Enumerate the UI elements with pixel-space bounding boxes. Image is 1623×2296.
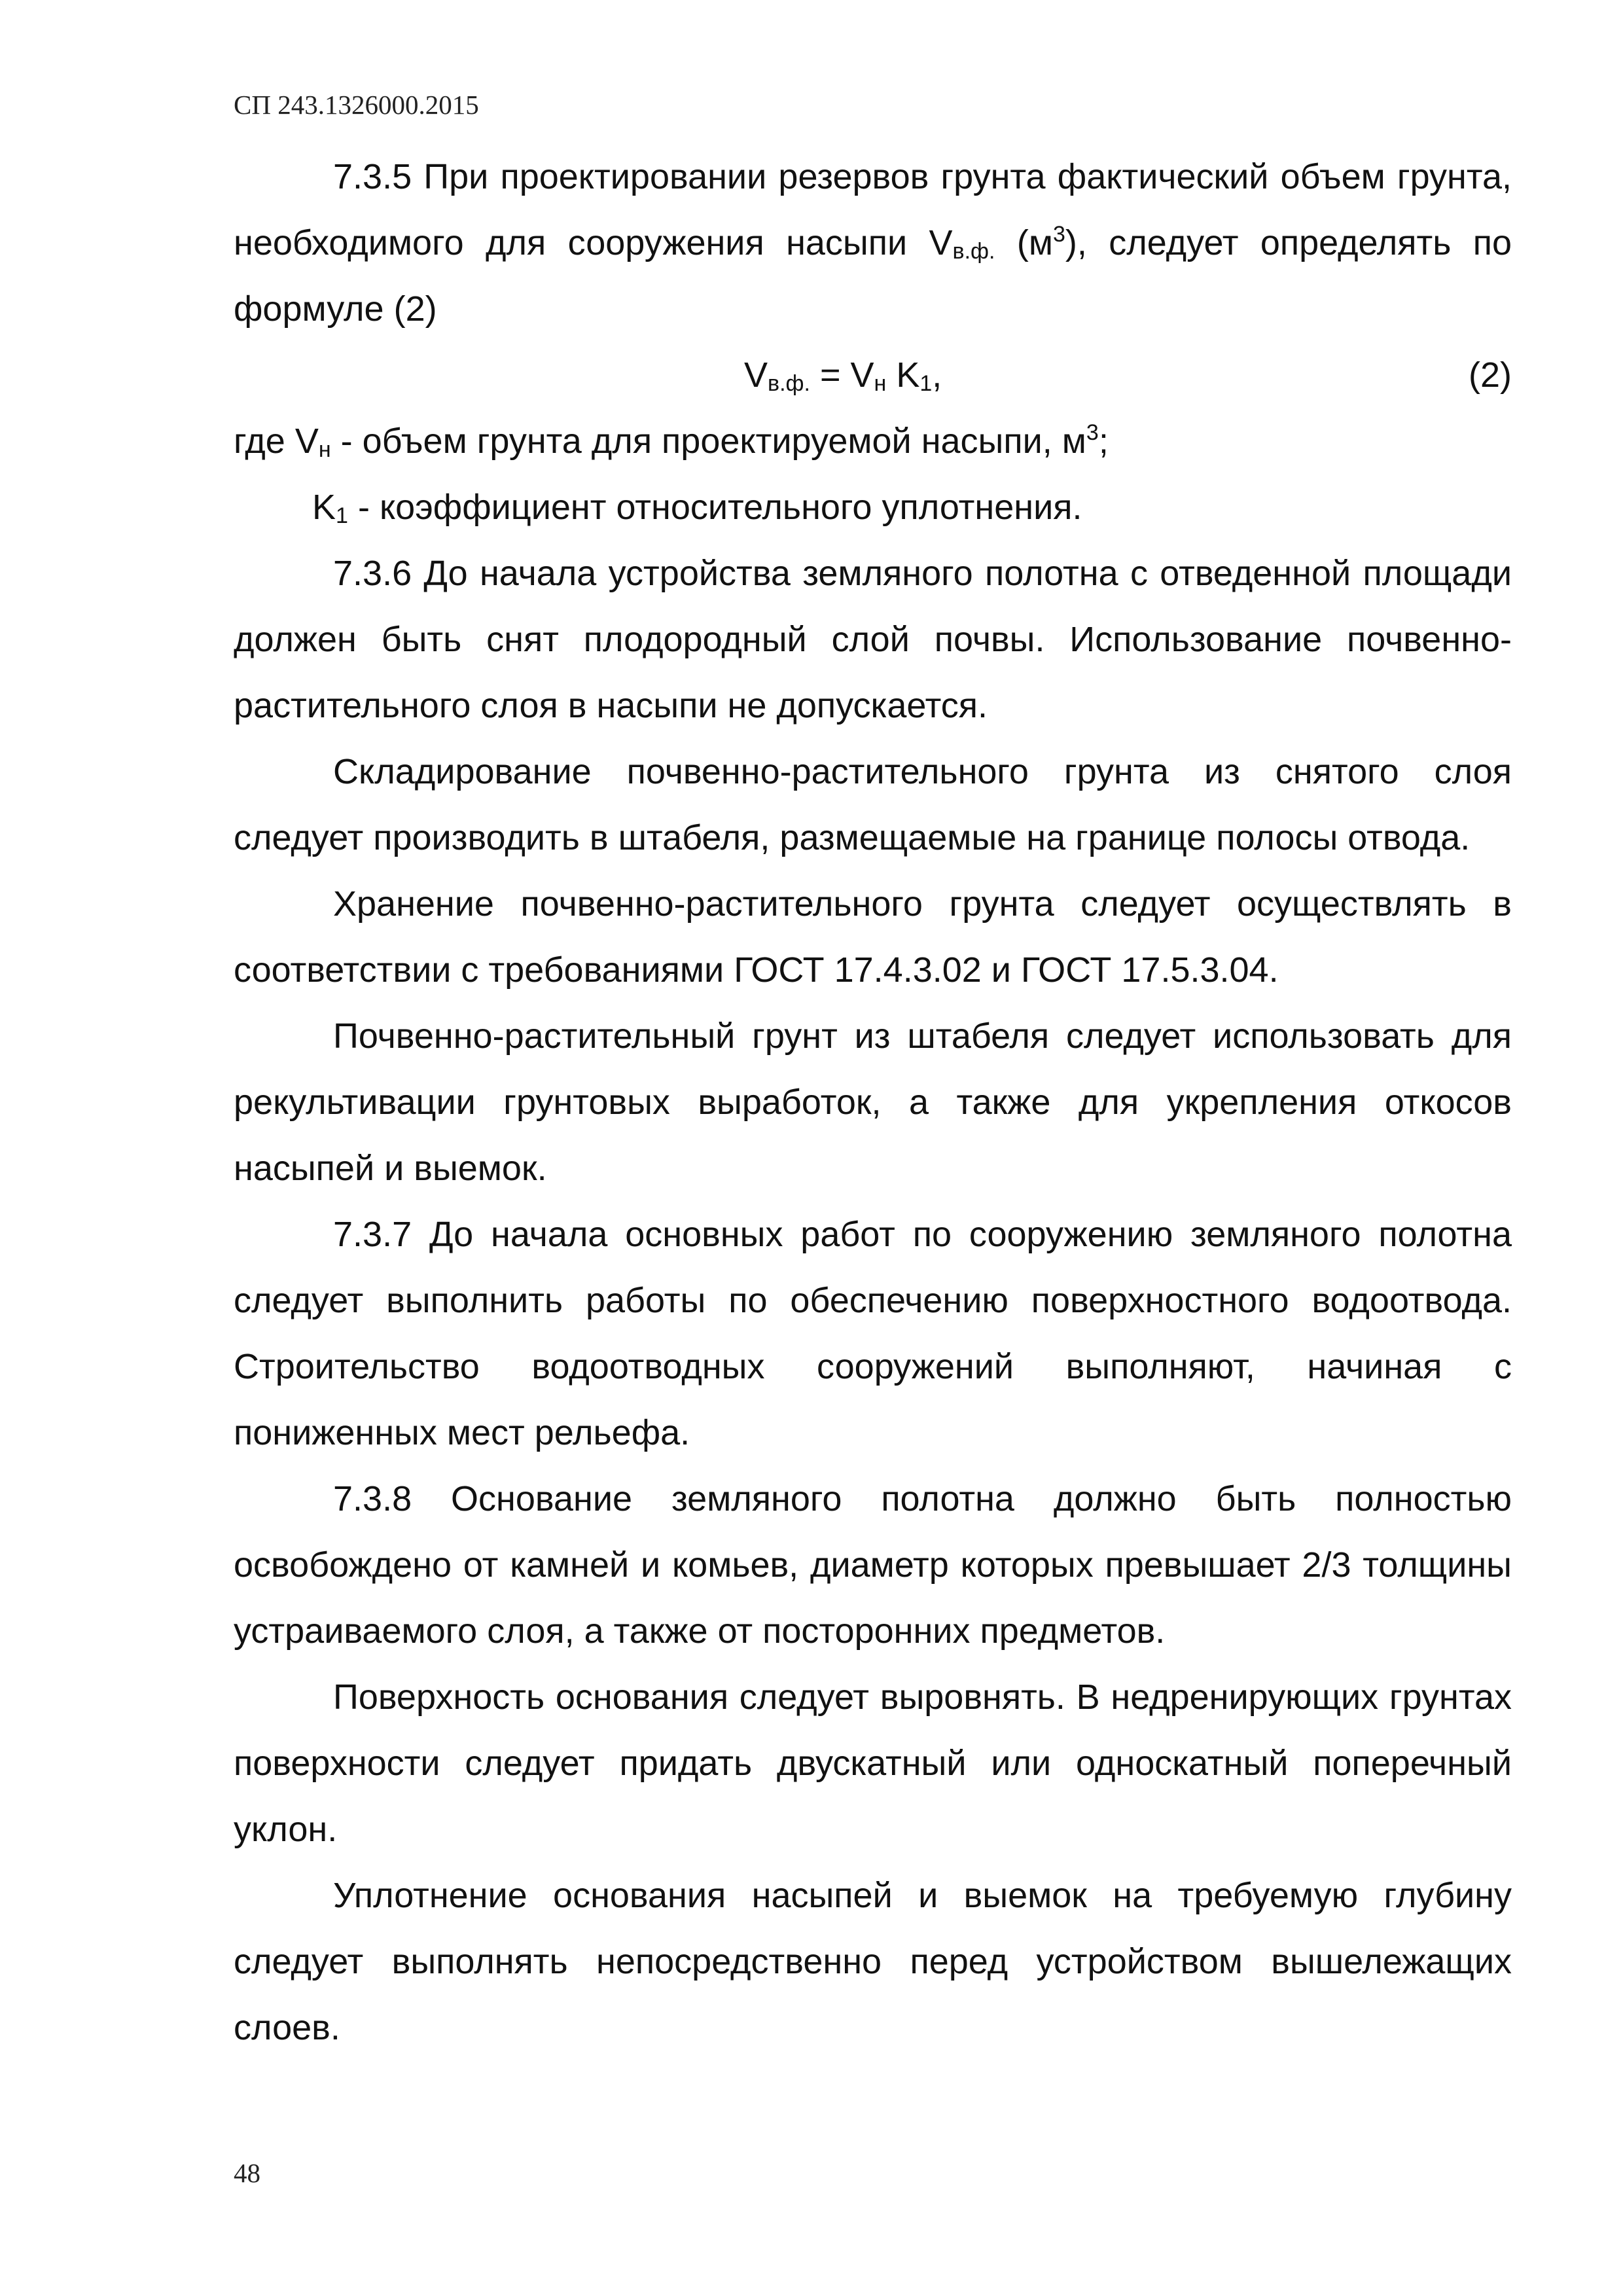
k1-line-subscript: 1 [336,503,348,528]
where-line-subscript: н [318,437,331,462]
paragraph-7-3-8: 7.3.8 Основание земляного полотна должно быть полностью освобождено от камней и комьев, диаметр которых превышает 2/3 толщины устраиваемого слоя, а также от посторонних предметов. [234,1479,1512,1651]
k1-line-text-b: - коэффициент относительного уплотнения. [348,488,1082,527]
k1-line [234,475,1512,541]
formula-k: K [886,355,920,395]
where-line-superscript: 3 [1086,420,1099,445]
where-line-text-c: ; [1098,422,1109,461]
page-number: 48 [234,2158,260,2188]
paragraph-keeping: Хранение почвенно-растительного грунта следует осуществлять в соответствии с требованиями ГОСТ 17.4.3.02 и ГОСТ 17.5.3.04. [234,884,1512,990]
formula-v: V [744,355,768,395]
where-line-text-b: - объем грунта для проектируемой насыпи, м [330,422,1086,461]
paragraph-storage: Складирование почвенно-растительного грунта из снятого слоя следует производить в штабеля, размещаемые на границе полосы отвода. [234,752,1512,857]
paragraph-7-3-6: 7.3.6 До начала устройства земляного полотна с отведенной площади должен быть снят плодородный слой почвы. Использование почвенно-растительного слоя в насыпи не допускается. [234,554,1512,725]
paragraph-compaction: Уплотнение основания насыпей и выемок на требуемую глубину следует выполнять непосредственно перед устройством вышележащих слоев. [234,1876,1512,2047]
paragraph-7-3-5-subscript: в.ф. [952,239,995,264]
document-body [234,144,1512,2061]
formula-v-subscript: в.ф. [768,371,810,396]
paragraph-7-3-5-text-b: (м [995,223,1053,262]
where-line [234,408,1512,475]
formula-2-expression [744,342,942,408]
where-line-text-a: где V [234,422,319,461]
paragraph-7-3-5 [234,144,1512,342]
formula-2 [234,342,1512,408]
paragraph-7-3-5-text-a: 7.3.5 При проектировании резервов грунта фактический объем грунта, необходимого для сооружения насыпи V [234,157,1512,262]
formula-vn-subscript: н [874,371,887,396]
paragraph-7-3-7: 7.3.7 До начала основных работ по сооружению земляного полотна следует выполнить работы по обеспечению поверхностного водоотвода. Строительство водоотводных сооружений выполняют, начиная с пониженных мест рельефа. [234,1215,1512,1452]
paragraph-7-3-5-text-c: ), следует определять по формуле (2) [234,223,1512,329]
formula-k-subscript: 1 [919,371,933,396]
paragraph-7-3-5-superscript: 3 [1052,222,1065,247]
document-header-code: СП 243.1326000.2015 [234,90,479,120]
formula-equals-vn: = V [810,355,874,395]
formula-2-number: (2) [1469,355,1512,395]
paragraph-surface: Поверхность основания следует выровнять. В недренирующих грунтах поверхности следует придать двускатный или односкатный поперечный уклон. [234,1677,1512,1849]
paragraph-usage: Почвенно-растительный грунт из штабеля следует использовать для рекультивации грунтовых выработок, а также для укрепления откосов насыпей и выемок. [234,1016,1512,1188]
formula-end: , [932,355,942,395]
k1-line-text-a: K [312,488,336,527]
